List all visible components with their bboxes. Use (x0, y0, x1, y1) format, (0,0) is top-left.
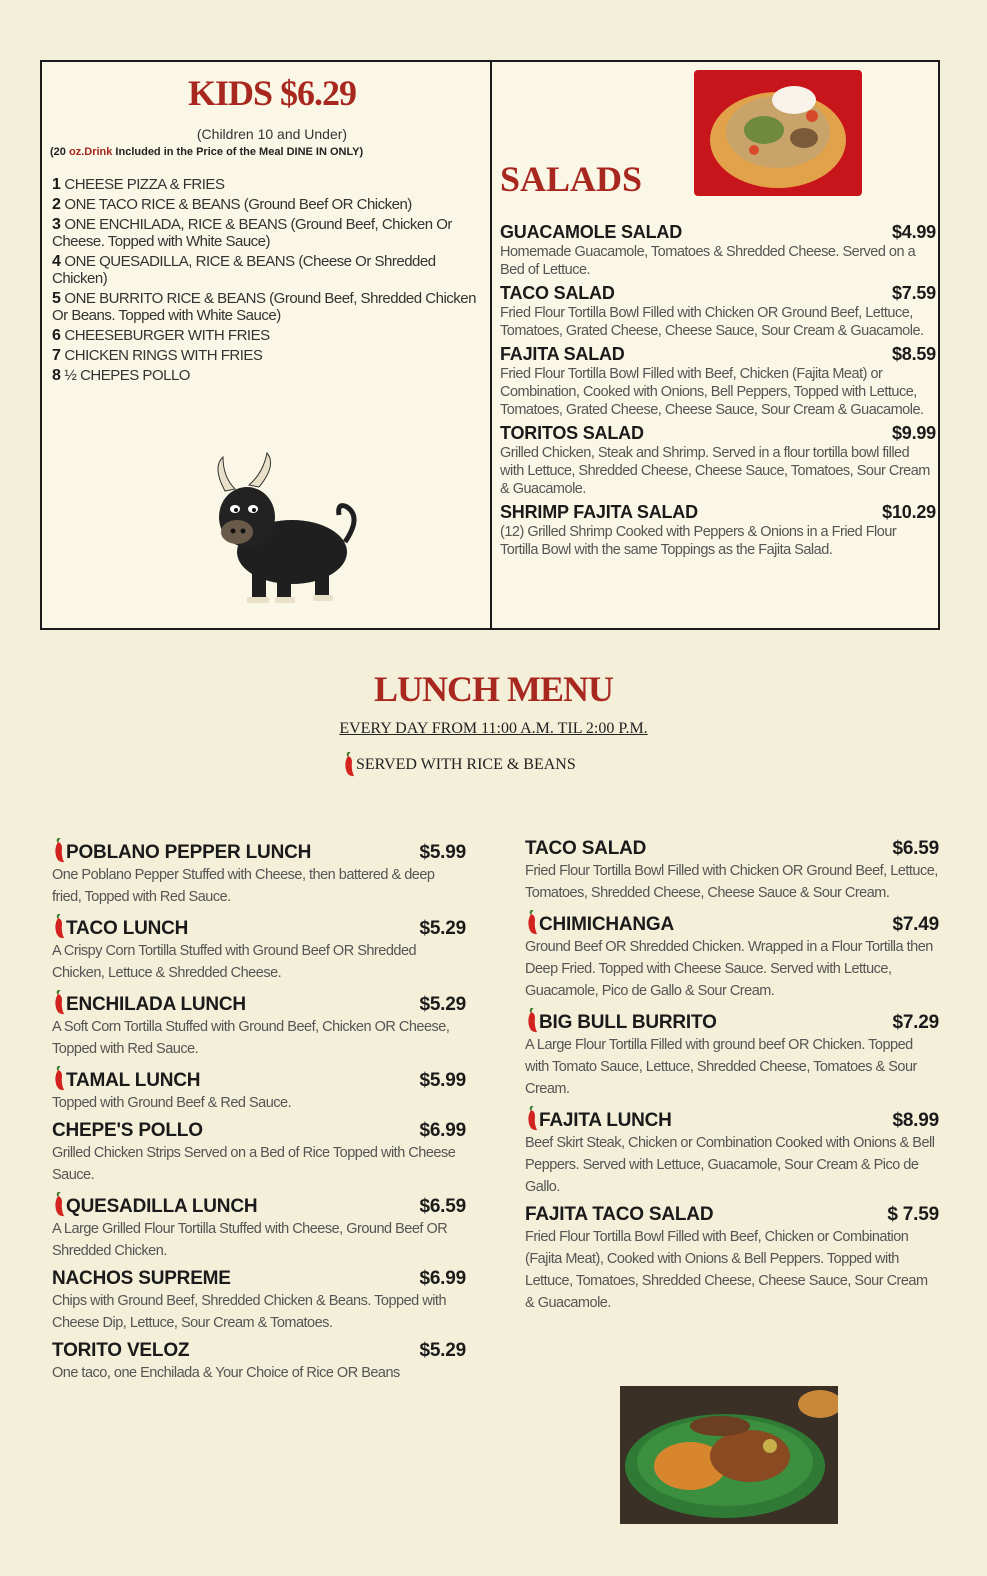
kids-item (52, 196, 492, 213)
salads-title: SALADS (500, 159, 643, 199)
menu-item-description: Ground Beef OR Shredded Chicken. Wrapped in a Flour Tortilla then Deep Fried. Topped with Cheese Sauce. Served with Lettuce, Guacamole, Pico de Gallo & Sour Cream. (525, 939, 933, 999)
menu-item (52, 1340, 466, 1384)
menu-item-price: $9.99 (891, 423, 936, 443)
menu-item-name: TACO SALAD (525, 838, 647, 859)
kids-item-number: 5 (52, 290, 61, 307)
menu-item (525, 838, 939, 904)
menu-item-price: $4.99 (891, 222, 936, 242)
menu-item (500, 502, 936, 559)
menu-item-name-wrap (52, 1340, 189, 1362)
menu-item-price: $6.99 (419, 1268, 466, 1289)
menu-item-name-wrap (500, 423, 644, 444)
kids-item-number: 7 (52, 347, 61, 364)
salad-list (500, 222, 936, 563)
menu-item-header (52, 1120, 466, 1142)
menu-item-header (500, 423, 936, 444)
menu-item-name: CHEPE'S POLLO (52, 1120, 203, 1141)
menu-item-description: A Crispy Corn Tortilla Stuffed with Ground Beef OR Shredded Chicken, Lettuce & Shredded Cheese. (52, 943, 417, 981)
menu-item-description: (12) Grilled Shrimp Cooked with Peppers & Onions in a Fried Flour Tortilla Bowl with the same Toppings as the Fajita Salad. (500, 524, 897, 558)
kids-item-number: 1 (52, 176, 61, 193)
menu-item (52, 1066, 466, 1114)
menu-item-name-wrap (525, 1008, 717, 1034)
menu-item (52, 1268, 466, 1334)
menu-item-header (525, 838, 939, 860)
chili-pepper-icon (525, 1106, 539, 1132)
kids-item (52, 253, 492, 287)
menu-item-name: TORITO VELOZ (52, 1340, 190, 1361)
menu-item-header (500, 283, 936, 304)
lunch-left-column (52, 838, 466, 1390)
menu-item-header (52, 990, 466, 1016)
kids-item-number: 6 (52, 327, 61, 344)
menu-item-price: $6.99 (419, 1120, 466, 1141)
menu-item-description: Topped with Ground Beef & Red Sauce. (52, 1095, 292, 1111)
menu-item-price: $5.29 (419, 1340, 466, 1361)
menu-item-name: NACHOS SUPREME (52, 1268, 231, 1289)
chili-pepper-icon (342, 752, 356, 778)
menu-item (500, 423, 936, 498)
menu-item-header (500, 344, 936, 365)
menu-item-header (525, 1204, 939, 1226)
menu-item-header (52, 1268, 466, 1290)
menu-item-name: ENCHILADA LUNCH (66, 994, 246, 1015)
menu-item (500, 222, 936, 279)
menu-item (52, 838, 466, 908)
kids-list (52, 176, 492, 384)
menu-item-name-wrap (525, 838, 646, 860)
kids-item-text: ONE QUESADILLA, RICE & BEANS (Cheese Or Shredded Chicken) (52, 253, 436, 287)
menu-item-name-wrap (500, 222, 682, 243)
kids-item-number: 2 (52, 196, 61, 213)
chili-pepper-icon (52, 1192, 66, 1218)
menu-item-name: SHRIMP FAJITA SALAD (500, 502, 698, 522)
lunch-right-column (525, 838, 939, 1320)
menu-item-name-wrap (500, 502, 698, 523)
menu-item-description: Chips with Ground Beef, Shredded Chicken & Beans. Topped with Cheese Dip, Lettuce, Sour Cream & Tomatoes. (52, 1293, 447, 1331)
menu-item (52, 1120, 466, 1186)
menu-item-header (52, 838, 466, 864)
menu-item-price: $ 7.59 (887, 1204, 939, 1225)
menu-item (525, 1008, 939, 1100)
lunch-served-text: SERVED WITH RICE & BEANS (356, 756, 576, 773)
menu-item-description: Grilled Chicken Strips Served on a Bed of Rice Topped with Cheese Sauce. (52, 1145, 456, 1183)
kids-item-text: CHICKEN RINGS WITH FRIES (64, 347, 263, 364)
chili-pepper-icon (525, 910, 539, 936)
menu-item-name-wrap (52, 914, 188, 940)
menu-item (52, 1192, 466, 1262)
chili-pepper-icon (52, 1066, 66, 1092)
menu-item-header (525, 1008, 939, 1034)
menu-item-name: POBLANO PEPPER LUNCH (66, 842, 312, 863)
menu-item-name-wrap (52, 838, 311, 864)
menu-item-name: FAJITA LUNCH (539, 1110, 672, 1131)
menu-item-price: $6.59 (892, 838, 939, 859)
menu-item-description: Grilled Chicken, Steak and Shrimp. Served in a flour tortilla bowl filled with Lettuce, Shredded Cheese, Cheese Sauce, Tomatoes, Sour Cream & Guacamole. (500, 445, 930, 497)
menu-item-description: Fried Flour Tortilla Bowl Filled with Beef, Chicken or Combination (Fajita Meat), Cooked with Onions & Bell Peppers. Topped with Lettuce, Tomatoes, Shredded Cheese, Cheese Sauce, Sour Cream & Guacamole. (525, 1229, 928, 1311)
menu-item-name: TAMAL LUNCH (66, 1070, 201, 1091)
fajita-plate-photo (620, 1386, 838, 1524)
menu-item-name: TORITOS SALAD (500, 423, 644, 443)
kids-item (52, 176, 492, 193)
chili-pepper-icon (525, 1008, 539, 1034)
kids-item-text: ONE BURRITO RICE & BEANS (Ground Beef, Shredded Chicken Or Beans. Topped with White Sauce) (52, 290, 476, 324)
menu-item (500, 344, 936, 419)
menu-item-price: $7.49 (892, 914, 939, 935)
menu-item-description: Beef Skirt Steak, Chicken or Combination Cooked with Onions & Bell Peppers. Served with Lettuce, Guacamole, Sour Cream & Pico de Gallo. (525, 1135, 935, 1195)
kids-item (52, 216, 492, 250)
menu-item-price: $8.59 (891, 344, 936, 364)
kids-item-number: 3 (52, 216, 61, 233)
menu-item (525, 910, 939, 1002)
menu-item-price: $5.99 (419, 1070, 466, 1091)
kids-title: KIDS $6.29 (187, 73, 357, 113)
chili-pepper-icon (52, 838, 66, 864)
menu-item-name: BIG BULL BURRITO (539, 1012, 717, 1033)
menu-item-name: CHIMICHANGA (539, 914, 675, 935)
menu-item-name: TACO SALAD (500, 283, 615, 303)
kids-item-text: ½ CHEPES POLLO (64, 367, 190, 384)
chili-pepper-icon (52, 914, 66, 940)
menu-item-name-wrap (525, 1204, 713, 1226)
menu-item-price: $7.59 (891, 283, 936, 303)
menu-item-name-wrap (52, 990, 246, 1016)
menu-item-name: QUESADILLA LUNCH (66, 1196, 258, 1217)
menu-item-description: Fried Flour Tortilla Bowl Filled with Beef, Chicken (Fajita Meat) or Combination, Cooked with Onions, Bell Peppers, Topped with Lettuce, Tomatoes, Grated Cheese, Cheese Sauce, Sour Cream & Guacamole. (500, 366, 924, 418)
menu-item-price: $6.59 (419, 1196, 466, 1217)
kids-item (52, 347, 492, 364)
chili-pepper-icon (52, 990, 66, 1016)
menu-item-price: $5.29 (419, 918, 466, 939)
lunch-title: LUNCH MENU (374, 669, 613, 709)
menu-item-name: FAJITA SALAD (500, 344, 625, 364)
menu-item-description: Fried Flour Tortilla Bowl Filled with Chicken OR Ground Beef, Lettuce, Tomatoes, Grated Cheese, Cheese Sauce, Sour Cream & Guacamole. (500, 305, 924, 339)
menu-item-name-wrap (52, 1268, 231, 1290)
kids-item-text: ONE ENCHILADA, RICE & BEANS (Ground Beef, Chicken Or Cheese. Topped with White Sauce) (52, 216, 452, 250)
menu-item (500, 283, 936, 340)
menu-item-header (52, 1066, 466, 1092)
menu-item (525, 1204, 939, 1314)
kids-item-text: CHEESEBURGER WITH FRIES (64, 327, 270, 344)
menu-item-header (52, 1192, 466, 1218)
menu-item-description: One Poblano Pepper Stuffed with Cheese, then battered & deep fried, Topped with Red Sauce. (52, 867, 435, 905)
menu-item-header (52, 914, 466, 940)
kids-item (52, 367, 492, 384)
kids-item (52, 327, 492, 344)
taco-salad-photo (694, 70, 862, 196)
kids-note: (20 oz.Drink Included in the Price of the Meal DINE IN ONLY) (50, 146, 364, 158)
menu-item-name: FAJITA TACO SALAD (525, 1204, 714, 1225)
menu-item-name: GUACAMOLE SALAD (500, 222, 682, 242)
menu-item-header (500, 222, 936, 243)
menu-item (525, 1106, 939, 1198)
lunch-hours: EVERY DAY FROM 11:00 A.M. TIL 2:00 P.M. (339, 720, 648, 737)
menu-item-description: Fried Flour Tortilla Bowl Filled with Chicken OR Ground Beef, Lettuce, Tomatoes, Shredded Cheese, Cheese Sauce & Sour Cream. (525, 863, 938, 901)
kids-item-number: 4 (52, 253, 61, 270)
menu-item-description: A Large Flour Tortilla Filled with ground beef OR Chicken. Topped with Tomato Sauce, Lettuce, Shredded Cheese, Tomatoes & Sour Cream. (525, 1037, 917, 1097)
kids-item-number: 8 (52, 367, 61, 384)
menu-item-name-wrap (52, 1066, 200, 1092)
kids-section (52, 62, 492, 400)
kids-item-text: CHEESE PIZZA & FRIES (64, 176, 225, 193)
menu-item-name-wrap (52, 1192, 257, 1218)
menu-item-header (52, 1340, 466, 1362)
menu-item (52, 914, 466, 984)
menu-item-header (525, 1106, 939, 1132)
bull-mascot-image (197, 447, 362, 607)
menu-item (52, 990, 466, 1060)
menu-item-name-wrap (500, 283, 615, 304)
menu-item-header (500, 502, 936, 523)
menu-item-name-wrap (525, 910, 674, 936)
menu-item-price: $7.29 (892, 1012, 939, 1033)
menu-item-price: $10.29 (882, 502, 936, 522)
menu-item-header (525, 910, 939, 936)
menu-item-name: TACO LUNCH (66, 918, 189, 939)
menu-item-description: A Large Grilled Flour Tortilla Stuffed with Cheese, Ground Beef OR Shredded Chicken. (52, 1221, 448, 1259)
menu-item-name-wrap (500, 344, 625, 365)
menu-item-price: $5.99 (419, 842, 466, 863)
menu-item-price: $8.99 (892, 1110, 939, 1131)
menu-item-name-wrap (52, 1120, 203, 1142)
lunch-served-note (342, 752, 576, 778)
menu-item-description: One taco, one Enchilada & Your Choice of Rice OR Beans (52, 1365, 400, 1381)
kids-subtitle: (Children 10 and Under) (196, 126, 348, 142)
menu-item-price: $5.29 (419, 994, 466, 1015)
menu-item-description: A Soft Corn Tortilla Stuffed with Ground Beef, Chicken OR Cheese, Topped with Red Sauce. (52, 1019, 450, 1057)
menu-item-name-wrap (525, 1106, 672, 1132)
kids-item (52, 290, 492, 324)
kids-item-text: ONE TACO RICE & BEANS (Ground Beef OR Chicken) (64, 196, 412, 213)
menu-item-description: Homemade Guacamole, Tomatoes & Shredded Cheese. Served on a Bed of Lettuce. (500, 244, 916, 278)
